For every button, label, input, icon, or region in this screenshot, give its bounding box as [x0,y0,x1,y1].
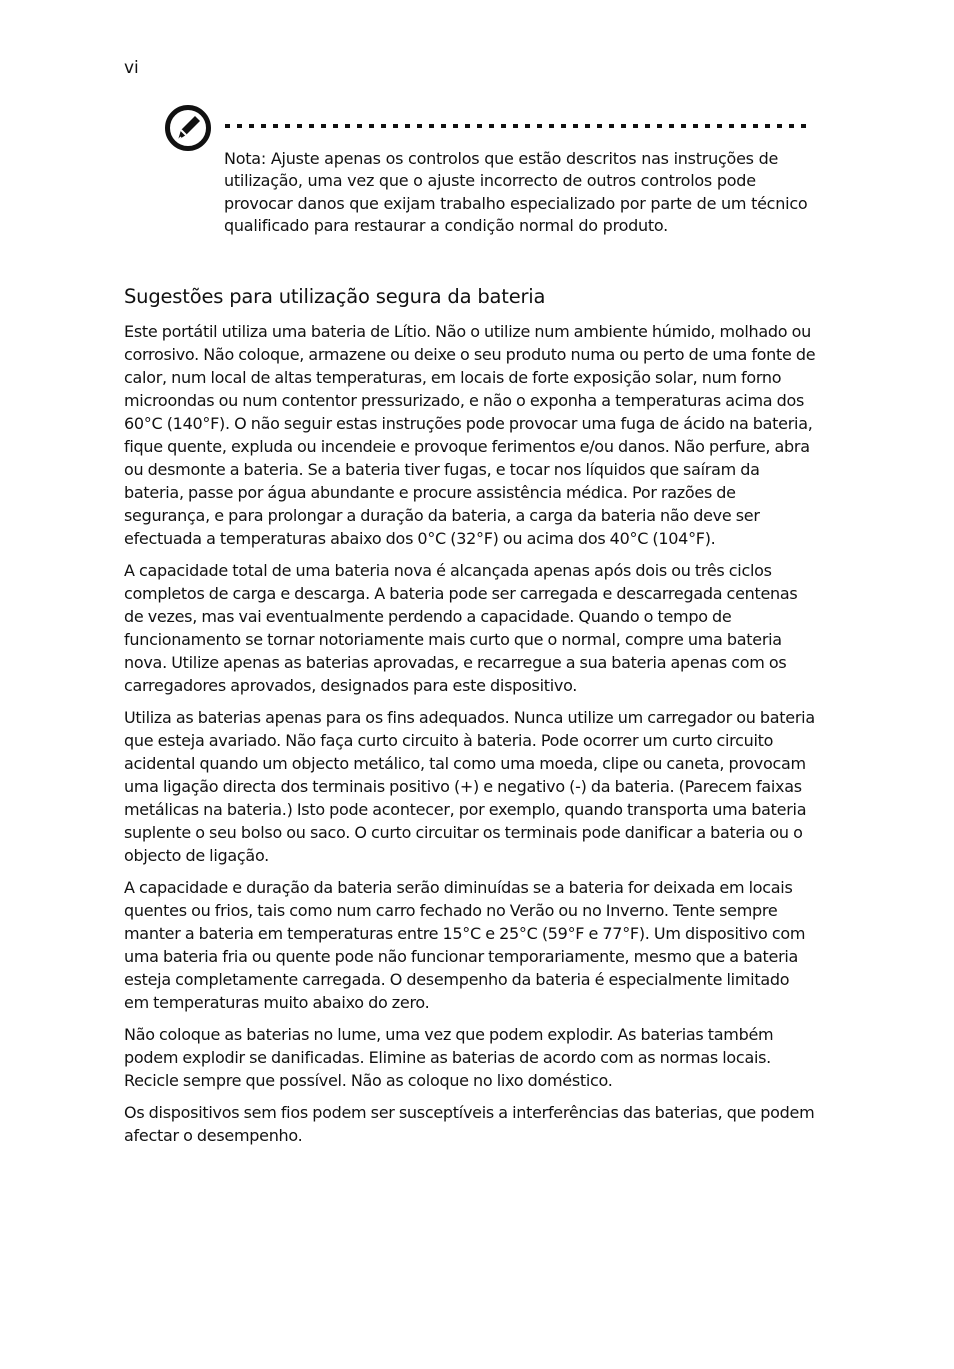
paragraph: Utiliza as baterias apenas para os fins adequados. Nunca utilize um carregador ou bateria que esteja avariado. Não faça curto circuito à bateria. Pode ocorrer um curto circuito acidental quando um objecto metálico, tal como uma moeda, clipe ou caneta, provocam uma ligação directa dos terminais positivo (+) e negativo (-) da bateria. (Parecem faixas metálicas na bateria.) Isto pode acontecer, por exemplo, quando transporta uma bateria suplente o seu bolso ou saco. O curto circuitar os terminais pode danificar a bateria ou o objecto de ligação. [124,708,815,865]
note-label: Nota: [224,149,266,168]
paragraph: Não coloque as baterias no lume, uma vez que podem explodir. As baterias também podem explodir se danificadas. Elimine as baterias de acordo com as normas locais. Recicle sempre que possível. Não as coloque no lixo doméstico. [124,1025,774,1090]
note-box [224,148,824,238]
page-number: vi [124,58,139,78]
note-body: Ajuste apenas os controlos que estão descritos nas instruções de utilização, uma vez que o ajuste incorrecto de outros controlos pode provocar danos que exijam trabalho especializado por parte de um técnico qualificado para restaurar a condição normal do produto. [224,149,808,236]
paragraph: Os dispositivos sem fios podem ser susceptíveis a interferências das baterias, que podem afectar o desempenho. [124,1103,815,1145]
section-heading: Sugestões para utilização segura da bateria [124,285,546,308]
section-body [124,320,816,1156]
note-dotted-rule [225,124,810,128]
paragraph: A capacidade e duração da bateria serão diminuídas se a bateria for deixada em locais quentes ou frios, tais como num carro fechado no Verão ou no Inverno. Tente sempre manter a bateria em temperaturas entre 15°C e 25°C (59°F e 77°F). Um dispositivo com uma bateria fria ou quente pode não funcionar temporariamente, mesmo que a bateria esteja completamente carregada. O desempenho da bateria é especialmente limitado em temperaturas muito abaixo do zero. [124,878,806,1012]
paragraph: Este portátil utiliza uma bateria de Lítio. Não o utilize num ambiente húmido, molhado ou corrosivo. Não coloque, armazene ou deixe o seu produto numa ou perto de uma fonte de calor, num local de altas temperaturas, em locais de forte exposição solar, num forno microondas ou num contentor pressurizado, e não o exponha a temperaturas acima dos 60°C (140°F). O não seguir estas instruções pode provocar uma fuga de ácido na bateria, fique quente, expluda ou incendeie e provoque ferimentos e/ou danos. Não perfure, abra ou desmonte a bateria. Se a bateria tiver fugas, e tocar nos líquidos que saíram da bateria, passe por água abundante e procure assistência médica. Por razões de segurança, e para prolongar a duração da bateria, a carga da bateria não deve ser efectuada a temperaturas abaixo dos 0°C (32°F) ou acima dos 40°C (104°F). [124,322,816,548]
note-pen-icon [164,104,212,152]
paragraph: A capacidade total de uma bateria nova é alcançada apenas após dois ou três ciclos completos de carga e descarga. A bateria pode ser carregada e descarregada centenas de vezes, mas vai eventualmente perdendo a capacidade. Quando o tempo de funcionamento se tornar notoriamente mais curto que o normal, compre uma bateria nova. Utilize apenas as baterias aprovadas, e recarregue a sua bateria apenas com os carregadores aprovados, designados para este dispositivo. [124,561,798,695]
